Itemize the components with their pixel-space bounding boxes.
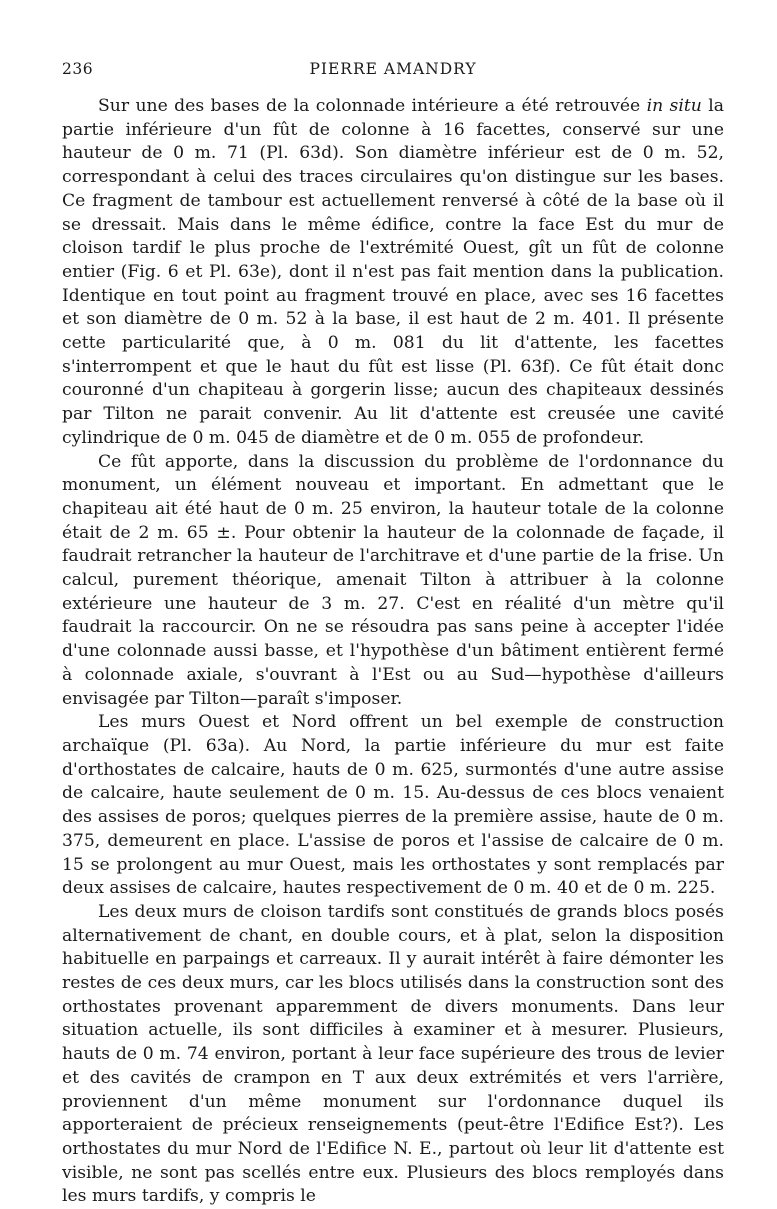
paragraph-1 [62, 95, 724, 451]
paragraph-1-rest: la partie inférieure d'un fût de colonne à 16 facettes, conservé sur une hauteur de 0 m. 71 (Pl. 63d). Son diamètre inférieur est de 0 m. 52, correspondant à celui des traces circulaires qu'on distingue sur les bases. Ce fragment de tambour est actuellement renversé à côté de la base où il se dressait. Mais dans le même édifice, contre la face Est du mur de cloison tardif le plus proche de l'extrémité Ouest, gît un fût de colonne entier (Fig. 6 et Pl. 63e), dont il n'est pas fait mention dans la publication. Identique en tout point au fragment trouvé en place, avec ses 16 facettes et son diamètre de 0 m. 52 à la base, il est haut de 2 m. 401. Il présente cette particularité que, à 0 m. 081 du lit d'attente, les facettes s'interrompent et que le haut du fût est lisse (Pl. 63f). Ce fût était donc couronné d'un chapiteau à gorgerin lisse; aucun des chapiteaux dessinés par Tilton ne parait convenir. Au lit d'attente est creusée une cavité cylindrique de 0 m. 045 de diamètre et de 0 m. 055 de profondeur. [62, 96, 724, 448]
running-title: PIERRE AMANDRY [309, 60, 477, 78]
paragraph-1-start: Sur une des bases de la colonnade intérieure a été retrouvée [98, 96, 647, 116]
book-page [62, 0, 724, 1207]
running-head [62, 60, 724, 82]
italic-term: in situ [646, 96, 702, 116]
paragraph-2: Ce fût apporte, dans la discussion du problème de l'ordonnance du monument, un élément nouveau et important. En admettant que le chapiteau ait été haut de 0 m. 25 environ, la hauteur totale de la colonne était de 2 m. 65 ±. Pour obtenir la hauteur de la colonnade de façade, il faudrait retrancher la hauteur de l'architrave et d'une partie de la frise. Un calcul, purement théorique, amenait Tilton à attribuer à la colonne extérieure une hauteur de 3 m. 27. C'est en réalité d'un mètre qu'il faudrait la raccourcir. On ne se résoudra pas sans peine à accepter l'idée d'une colonnade aussi basse, et l'hypothèse d'un bâtiment entièrent fermé à colonnade axiale, s'ouvrant à l'Est ou au Sud—hypothèse d'ailleurs envisagée par Tilton—paraît s'imposer. [62, 451, 724, 709]
page-number: 236 [62, 60, 94, 78]
paragraph-4: Les deux murs de cloison tardifs sont constitués de grands blocs posés alternativement de chant, en double cours, et à plat, selon la disposition habituelle en parpaings et carreaux. Il y aurait intérêt à faire démonter les restes de ces deux murs, car les blocs utilisés dans la construction sont des orthostates provenant apparemment de divers monuments. Dans leur situation actuelle, ils sont difficiles à examiner et à mesurer. Plusieurs, hauts de 0 m. 74 environ, portant à leur face supérieure des trous de levier et des cavités de crampon en T aux deux extrémités et vers l'arrière, proviennent d'un même monument sur l'ordonnance duquel ils apporteraient de précieux renseignements (peut-être l'Edifice Est?). Les orthostates du mur Nord de l'Edifice N. E., partout où leur lit d'attente est visible, ne sont pas scellés entre eux. Plusieurs des blocs remployés dans les murs tardifs, y compris le [62, 901, 724, 1207]
paragraph-3: Les murs Ouest et Nord offrent un bel exemple de construction archaïque (Pl. 63a). Au Nord, la partie inférieure du mur est faite d'orthostates de calcaire, hauts de 0 m. 625, surmontés d'une autre assise de calcaire, haute seulement de 0 m. 15. Au-dessus de ces blocs venaient des assises de poros; quelques pierres de la première assise, haute de 0 m. 375, demeurent en place. L'assise de poros et l'assise de calcaire de 0 m. 15 se prolongent au mur Ouest, mais les orthostates y sont remplacés par deux assises de calcaire, hautes respectivement de 0 m. 40 et de 0 m. 225. [62, 712, 724, 899]
body-text [62, 95, 724, 1209]
